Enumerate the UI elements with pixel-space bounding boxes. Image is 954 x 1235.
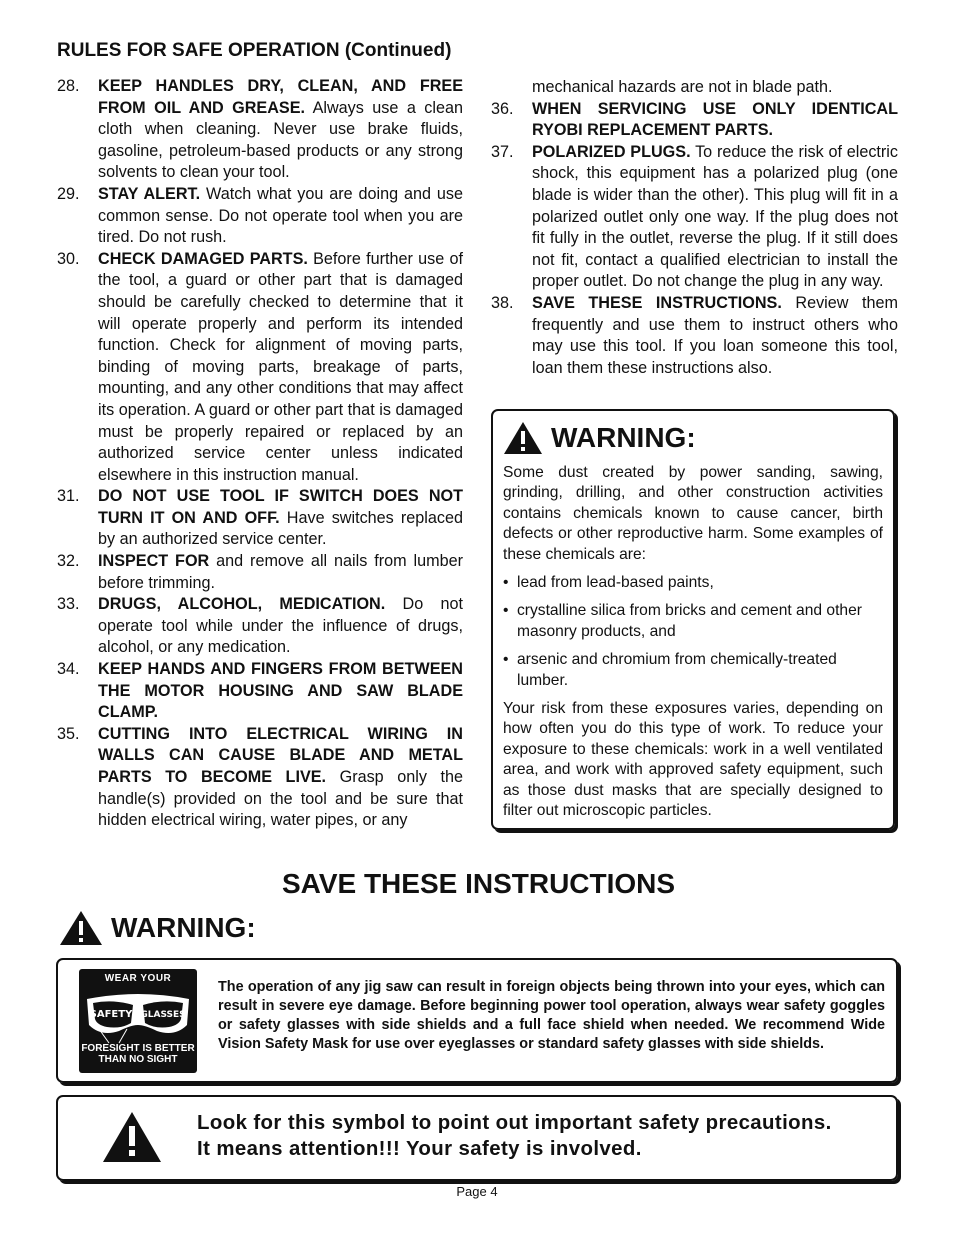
- rule-title: STAY ALERT.: [98, 184, 201, 203]
- rule-title: DO NOT USE TOOL IF SWITCH DOES NOT TURN IT ON AND OFF.: [98, 487, 463, 527]
- rule-item-38: [491, 293, 898, 379]
- rule-title: SAVE THESE INSTRUCTIONS.: [532, 293, 782, 312]
- rule-number: 28.: [57, 77, 80, 95]
- rule-item-34: [57, 659, 463, 724]
- rule-title: CHECK DAMAGED PARTS.: [98, 249, 308, 268]
- rule-item-28: [57, 76, 463, 184]
- dust-warning-intro: Some dust created by power sanding, sawing, grinding, drilling, and other construction activities contains chemicals known to cause cancer, birth defects or other reproductive harm. Some examples of these chemicals are:: [503, 464, 883, 563]
- rule-title: CUTTING INTO ELECTRICAL WIRING IN WALLS CAN CAUSE BLADE AND METAL PARTS TO BECOME LIVE.: [98, 724, 463, 786]
- rule-item-37: [491, 142, 898, 293]
- rule-number: 36.: [491, 99, 514, 118]
- list-item: • lead from lead-based paints,: [503, 574, 714, 592]
- rule-text: Before further use of the tool, a guard or other part that is damaged should be carefully checked to determine that it will operate properly and perform its intended function. Check for alignment of moving parts, binding of moving parts, breakage of parts, mounting, and any other conditions that may affect its operation. A guard or other part that is damaged must be properly repaired or replaced by an authorized service center unless indicated elsewhere in this instruction manual.: [98, 249, 463, 484]
- eye-warning-header: [59, 910, 256, 946]
- rule-item-35-continued: mechanical hazards are not in blade path.: [532, 78, 833, 96]
- rule-title: DRUGS, ALCOHOL, MEDICATION.: [98, 595, 386, 614]
- rule-number: 38.: [491, 293, 514, 312]
- safety-goggles-icon: [79, 985, 197, 1045]
- rule-number: 35.: [57, 724, 80, 743]
- eye-warning-title: WARNING:: [111, 912, 256, 943]
- warning-triangle-icon: [503, 421, 543, 455]
- dust-warning-header: [503, 423, 883, 453]
- page-number: Page 4: [456, 1184, 498, 1199]
- right-column: [491, 77, 898, 379]
- list-item: • arsenic and chromium from chemically-treated lumber.: [503, 651, 837, 689]
- symbol-explanation-line-1: Look for this symbol to point out important safety precautions.: [197, 1112, 832, 1134]
- save-instructions-title: SAVE THESE INSTRUCTIONS: [282, 868, 676, 899]
- dust-warning-title: WARNING:: [551, 422, 696, 453]
- rule-number: 37.: [491, 142, 514, 161]
- rule-number: 34.: [57, 660, 80, 679]
- section-heading: RULES FOR SAFE OPERATION (Continued): [57, 40, 452, 61]
- rule-number: 32.: [57, 552, 80, 571]
- dust-warning-box: [491, 409, 895, 830]
- rule-item-31: [57, 486, 463, 551]
- warning-triangle-icon: [102, 1111, 162, 1163]
- rule-number: 33.: [57, 595, 80, 614]
- eye-warning-text: The operation of any jig saw can result in foreign objects being thrown into your eyes, which can result in severe eye damage. Before beginning power tool operation, always wear safety goggles or safety glasses with side shields and a full face shield when needed. We recommend Wide Vision Safety Mask for use over eyeglasses or standard safety glasses with side shields.: [218, 979, 885, 1052]
- symbol-explanation-line-2: It means attention!!! Your safety is involved.: [197, 1138, 642, 1160]
- rule-text: and remove all nails from lumber before trimming.: [98, 552, 463, 592]
- badge-safety-text: SAFETY: [89, 1009, 133, 1020]
- badge-bottom-text: FORESIGHT IS BETTER THAN NO SIGHT: [81, 1043, 195, 1065]
- rule-text: Have switches replaced by an authorized service center.: [98, 508, 463, 549]
- safety-glasses-badge: [79, 969, 197, 1073]
- rule-number: 29.: [57, 184, 80, 203]
- rule-title: INSPECT FOR: [98, 552, 210, 571]
- left-column: [57, 76, 463, 832]
- rule-text: Grasp only the handle(s) provided on the tool and be sure that hidden electrical wiring, water pipes, or any: [98, 768, 463, 830]
- rule-number: 31.: [57, 487, 80, 506]
- rule-item-36: [491, 99, 898, 142]
- rule-title: WHEN SERVICING USE ONLY IDENTICAL RYOBI REPLACEMENT PARTS.: [532, 99, 898, 140]
- rule-title: KEEP HANDS AND FINGERS FROM BETWEEN THE MOTOR HOUSING AND SAW BLADE CLAMP.: [98, 660, 463, 722]
- rule-item-30: [57, 249, 463, 487]
- eye-protection-box: [56, 958, 898, 1083]
- rule-text: To reduce the risk of electric shock, this equipment has a polarized plug (one blade is wider than the other). This plug will fit in a polarized outlet only one way. If the plug does not fit fully in the outlet, reverse the plug. If it still does not fit, contact a qualified electrician to install the proper outlet. Do not change the plug in any way.: [532, 142, 898, 291]
- list-item: • crystalline silica from bricks and cement and other masonry products, and: [503, 602, 862, 640]
- rule-title: POLARIZED PLUGS.: [532, 142, 691, 161]
- badge-top-text: WEAR YOUR: [104, 973, 172, 984]
- rule-item-32: [57, 551, 463, 594]
- dust-warning-outro: Your risk from these exposures varies, depending on how often you do this type of work. To reduce your exposure to these chemicals: work in a well ventilated area, and work with approved safety equipment, such as those dust masks that are specially designed to filter out microscopic particles.: [503, 700, 883, 820]
- rule-item-29: [57, 184, 463, 249]
- rule-item-33: [57, 594, 463, 659]
- warning-triangle-icon: [59, 910, 103, 946]
- rule-text: Do not operate tool while under the influence of drugs, alcohol, or any medication.: [98, 595, 463, 657]
- rule-item-35: [57, 724, 463, 832]
- badge-glasses-text: GLASSES: [140, 1010, 186, 1020]
- rule-title: KEEP HANDLES DRY, CLEAN, AND FREE FROM OIL AND GREASE.: [98, 77, 463, 117]
- rule-number: 30.: [57, 249, 80, 268]
- rule-text: Review them frequently and use them to instruct others who may use this tool. If you loan someone this tool, loan them these instructions also.: [532, 293, 898, 377]
- rule-text: Watch what you are doing and use common sense. Do not operate tool when you are tired. Do not rush.: [98, 184, 463, 247]
- rule-text: Always use a clean cloth when cleaning. Never use brake fluids, gasoline, petroleum-based products or any strong solvents to clean your tool.: [98, 98, 463, 182]
- safety-symbol-box: [56, 1095, 898, 1181]
